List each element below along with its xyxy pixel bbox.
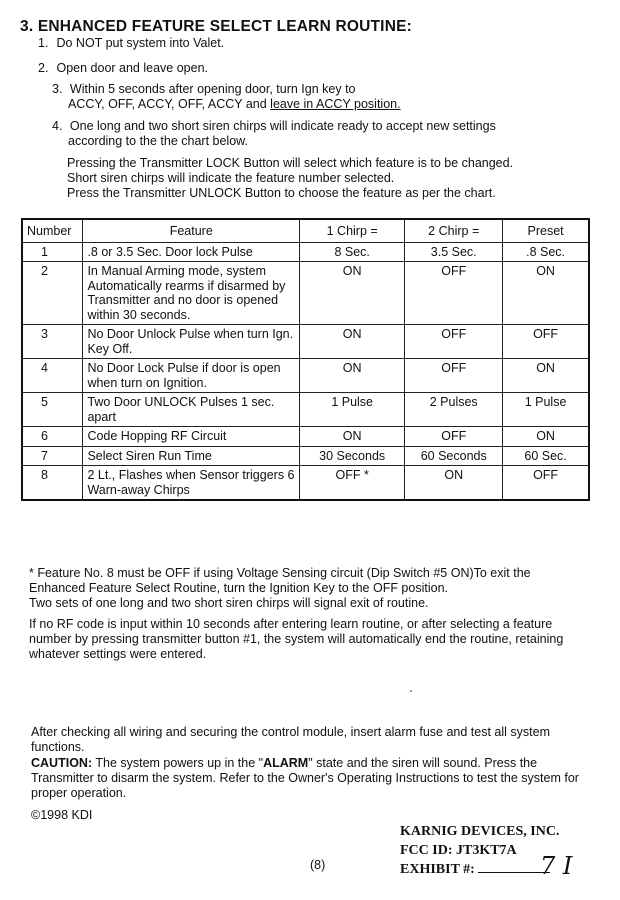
row-preset: OFF (503, 466, 589, 501)
row-number: 2 (22, 262, 83, 325)
row-number: 7 (22, 446, 83, 466)
copyright: ©1998 KDI (31, 808, 93, 822)
table-row (22, 262, 589, 325)
row-preset: 60 Sec. (503, 446, 589, 466)
row-preset: .8 Sec. (503, 242, 589, 262)
exit-signal-note: Two sets of one long and two short siren chirps will signal exit of routine. (29, 596, 429, 610)
exhibit-label: EXHIBIT #: (400, 862, 475, 877)
row-preset: ON (503, 427, 589, 447)
table-row (22, 359, 589, 393)
step-4 (52, 119, 496, 149)
row-feature: Select Siren Run Time (83, 446, 300, 466)
row-feature: Two Door UNLOCK Pulses 1 sec. apart (83, 393, 300, 427)
step-1 (38, 36, 224, 51)
row-preset: ON (503, 359, 589, 393)
row-2-chirp: OFF (405, 262, 503, 325)
step-number: 3. (52, 82, 63, 96)
step-text-plain: ACCY, OFF, ACCY, OFF, ACCY and (68, 97, 271, 111)
table-header-row (22, 219, 589, 242)
row-1-chirp: ON (300, 427, 405, 447)
step-text: Do NOT put system into Valet. (56, 36, 225, 50)
row-1-chirp: 30 Seconds (300, 446, 405, 466)
row-1-chirp: ON (300, 262, 405, 325)
row-number: 5 (22, 393, 83, 427)
company-name: KARNIG DEVICES, INC. (400, 824, 560, 839)
header-number: Number (22, 219, 83, 242)
row-number: 8 (22, 466, 83, 501)
step-text: Open door and leave open. (56, 61, 208, 75)
step-2 (38, 61, 208, 76)
table-row (22, 446, 589, 466)
step-text-line2: according to the the chart below. (68, 134, 248, 148)
row-2-chirp: 3.5 Sec. (405, 242, 503, 262)
step-3 (52, 82, 401, 112)
row-feature: Code Hopping RF Circuit (83, 427, 300, 447)
row-2-chirp: OFF (405, 359, 503, 393)
table-row (22, 242, 589, 262)
instruction-chirps: Short siren chirps will indicate the feature number selected. (67, 171, 395, 185)
exhibit-handwritten-value: 7 I (540, 852, 573, 880)
footnote-feature-8: * Feature No. 8 must be OFF if using Voltage Sensing circuit (Dip Switch #5 ON)To exit the Enhanced Feature Select Routine, turn the Ignition Key to the OFF position. (29, 566, 531, 595)
header-1-chirp: 1 Chirp = (300, 219, 405, 242)
caution-alarm: ALARM (263, 756, 309, 770)
table-row (22, 427, 589, 447)
step-text-line1: One long and two short siren chirps will indicate ready to accept new settings (69, 119, 496, 133)
row-2-chirp: 60 Seconds (405, 446, 503, 466)
fcc-id: FCC ID: JT3KT7A (400, 843, 517, 858)
row-number: 1 (22, 242, 83, 262)
row-preset: OFF (503, 325, 589, 359)
page-number: (8) (310, 858, 326, 872)
caution-text-post: " state and the siren will sound. Press the Transmitter to disarm the system. Refer to the Owner's Operating Instructions to test the system for proper operation. (31, 756, 579, 800)
exhibit-line (400, 860, 559, 879)
header-preset: Preset (503, 219, 589, 242)
step-text-line1: Within 5 seconds after opening door, turn Ign key to (69, 82, 356, 96)
step-number: 2. (38, 61, 49, 75)
row-1-chirp: 1 Pulse (300, 393, 405, 427)
caution-text-pre: The system powers up in the " (92, 756, 264, 770)
feature-table (21, 218, 590, 501)
row-number: 3 (22, 325, 83, 359)
row-1-chirp: 8 Sec. (300, 242, 405, 262)
caution-label: CAUTION: (31, 756, 93, 770)
row-2-chirp: OFF (405, 325, 503, 359)
section-heading: 3. ENHANCED FEATURE SELECT LEARN ROUTINE: (20, 18, 412, 35)
row-2-chirp: 2 Pulses (405, 393, 503, 427)
row-1-chirp: ON (300, 325, 405, 359)
wiring-check-note: After checking all wiring and securing the control module, insert alarm fuse and test all system functions. (31, 725, 550, 754)
row-1-chirp: ON (300, 359, 405, 393)
row-feature: 2 Lt., Flashes when Sensor triggers 6 Warn-away Chirps (83, 466, 300, 501)
no-rf-note: If no RF code is input within 10 seconds after entering learn routine, or after selecting a feature number by pressing transmitter button #1, the system will automatically end the routine, retaining whatever settings were entered. (29, 617, 564, 661)
row-preset: 1 Pulse (503, 393, 589, 427)
header-feature: Feature (83, 219, 300, 242)
instruction-unlock: Press the Transmitter UNLOCK Button to choose the feature as per the chart. (67, 186, 496, 200)
instruction-lock: Pressing the Transmitter LOCK Button will select which feature is to be changed. (67, 156, 514, 170)
row-1-chirp: OFF * (300, 466, 405, 501)
row-feature: In Manual Arming mode, system Automatically rearms if disarmed by Transmitter and no door is opened within 30 seconds. (83, 262, 300, 325)
header-2-chirp: 2 Chirp = (405, 219, 503, 242)
row-2-chirp: ON (405, 466, 503, 501)
row-feature: No Door Lock Pulse if door is open when turn on Ignition. (83, 359, 300, 393)
table-row (22, 466, 589, 501)
row-preset: ON (503, 262, 589, 325)
step-number: 4. (52, 119, 63, 133)
row-number: 6 (22, 427, 83, 447)
scan-speck (410, 690, 412, 692)
caution-note (31, 756, 601, 801)
table-row (22, 325, 589, 359)
step-number: 1. (38, 36, 49, 50)
table-row (22, 393, 589, 427)
company-block (400, 822, 559, 879)
step-text-underlined: leave in ACCY position. (270, 97, 401, 111)
row-2-chirp: OFF (405, 427, 503, 447)
row-feature: .8 or 3.5 Sec. Door lock Pulse (83, 242, 300, 262)
row-number: 4 (22, 359, 83, 393)
row-feature: No Door Unlock Pulse when turn Ign. Key Off. (83, 325, 300, 359)
step-text-line2 (52, 97, 401, 112)
